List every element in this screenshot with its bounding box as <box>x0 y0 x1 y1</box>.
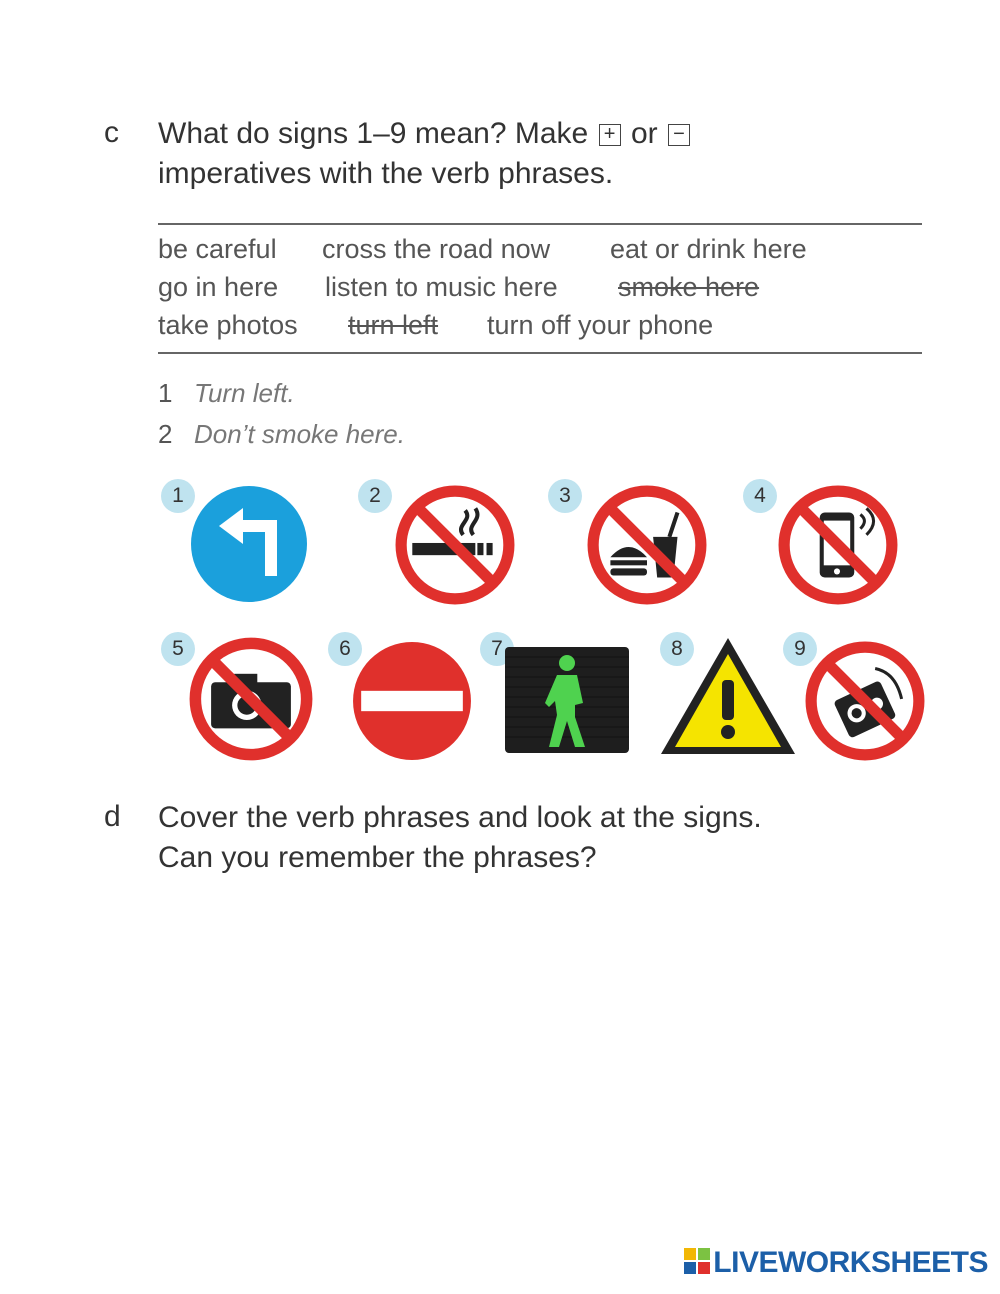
no-phone-sign-icon <box>777 484 899 606</box>
instruction-text: What do signs 1–9 mean? Make <box>158 117 589 150</box>
sign-number-badge: 8 <box>660 632 694 666</box>
sign-number-badge: 6 <box>328 632 362 666</box>
sign-number-badge: 5 <box>161 632 195 666</box>
example-number: 1 <box>158 378 173 408</box>
section-c-line1 <box>158 114 918 154</box>
phrase-box-bottom-rule <box>158 352 922 354</box>
phrase-item: cross the road now <box>322 234 551 264</box>
section-d-instructions <box>158 798 918 878</box>
section-c-letter: c <box>104 116 119 149</box>
phrase-box-top-rule <box>158 223 922 225</box>
example-answer: Don’t smoke here. <box>194 419 405 449</box>
no-smoking-sign-icon <box>394 484 516 606</box>
phrase-item: eat or drink here <box>610 234 807 264</box>
no-photos-sign-icon <box>188 636 314 762</box>
minus-box-icon: − <box>668 124 690 146</box>
phrase-item: turn off your phone <box>487 310 714 340</box>
phrase-item: listen to music here <box>325 272 558 302</box>
sign-number-badge: 9 <box>783 632 817 666</box>
liveworksheets-brand-text: LIVEWORKSHEETS <box>713 1246 988 1279</box>
instruction-or-text: or <box>630 117 658 150</box>
section-d-letter: d <box>104 800 121 833</box>
warning-sign-icon <box>657 634 799 758</box>
phrase-item: be careful <box>158 234 277 264</box>
phrase-item: go in here <box>158 272 279 302</box>
no-music-sign-icon <box>804 640 926 762</box>
section-d-line1: Cover the verb phrases and look at the signs. <box>158 801 762 834</box>
example-number: 2 <box>158 419 173 449</box>
section-c-line2: imperatives with the verb phrases. <box>158 157 614 190</box>
phrase-item: take photos <box>158 310 298 340</box>
sign-number-badge: 2 <box>358 479 392 513</box>
sign-number-badge: 7 <box>480 632 514 666</box>
sign-number-badge: 3 <box>548 479 582 513</box>
no-entry-sign-icon <box>351 640 473 762</box>
section-d-line2: Can you remember the phrases? <box>158 841 597 874</box>
walk-signal-icon <box>505 647 629 753</box>
section-c-instructions <box>158 114 918 194</box>
phrase-item-struck: turn left <box>348 310 439 340</box>
no-food-drink-sign-icon <box>586 484 708 606</box>
sign-number-badge: 1 <box>161 479 195 513</box>
turn-left-sign-icon <box>189 484 309 604</box>
example-answer: Turn left. <box>194 378 295 408</box>
sign-number-badge: 4 <box>743 479 777 513</box>
liveworksheets-logo <box>684 1246 988 1280</box>
plus-box-icon: + <box>599 124 621 146</box>
phrase-item-struck: smoke here <box>618 272 760 302</box>
liveworksheets-logo-icon <box>684 1248 710 1274</box>
